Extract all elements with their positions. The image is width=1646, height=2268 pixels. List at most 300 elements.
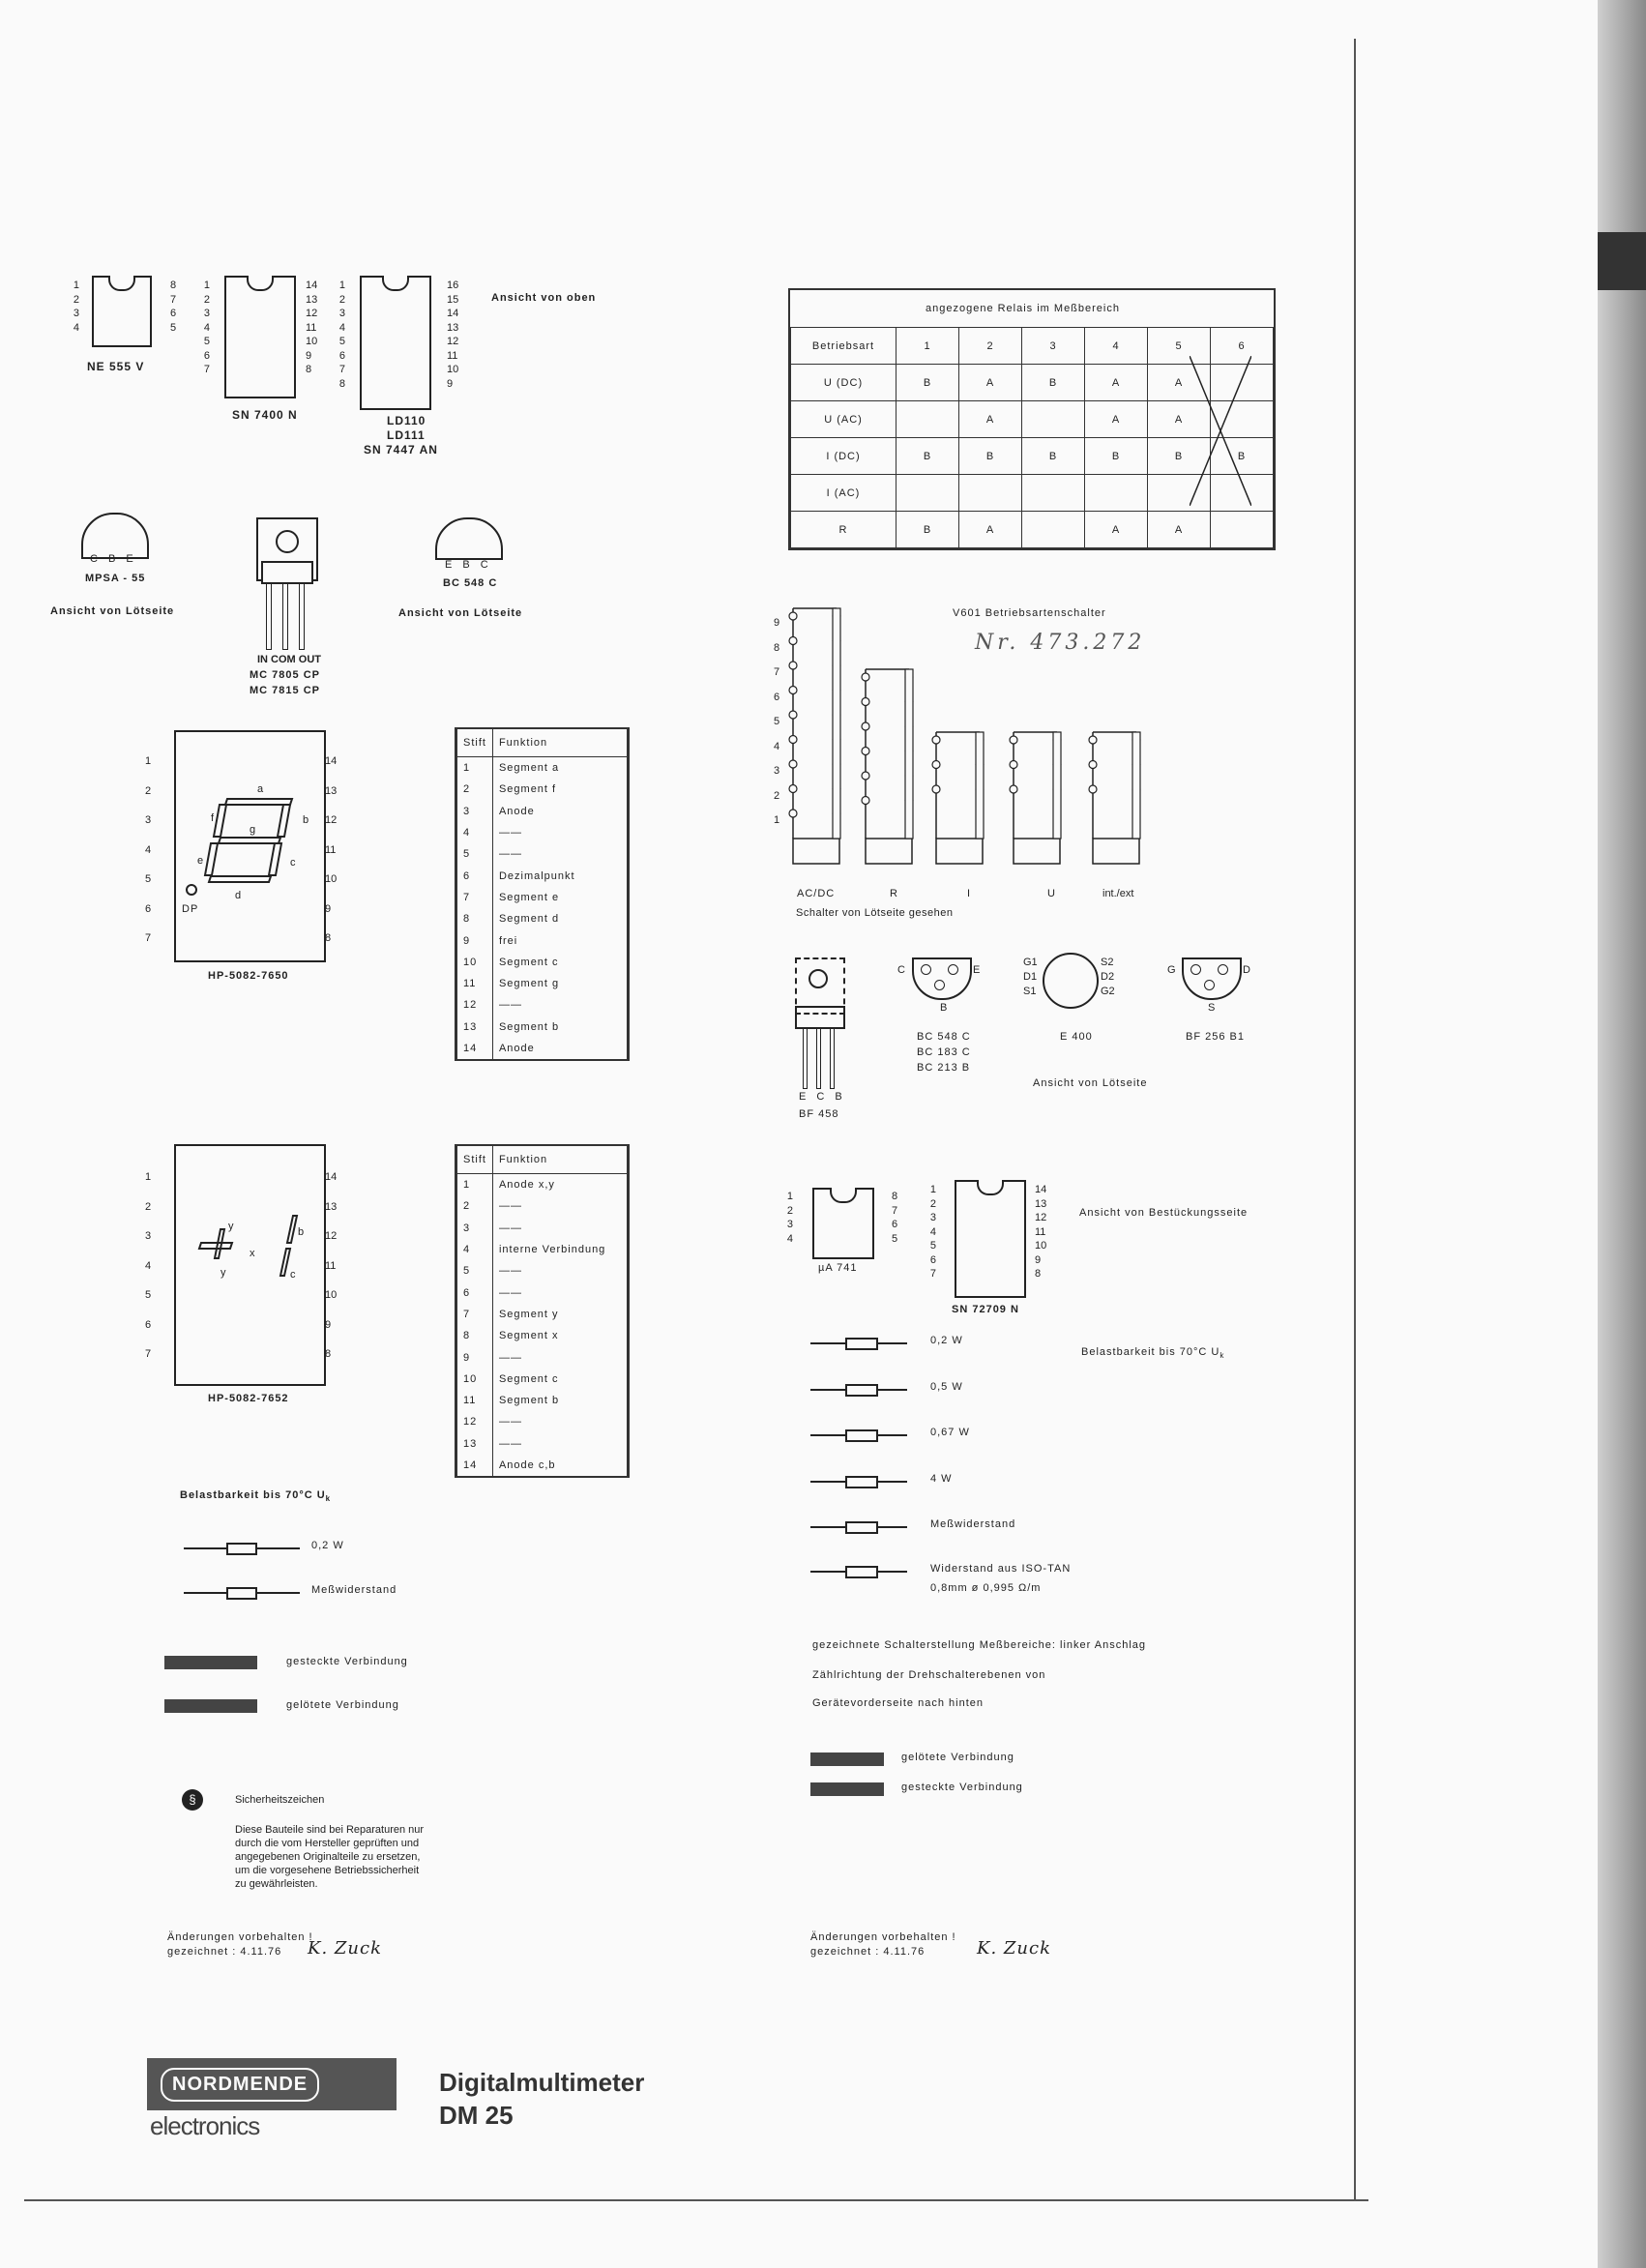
regulator-leg-2 <box>282 582 288 650</box>
function-cell: —— <box>492 822 627 843</box>
relay-cell: A <box>1148 365 1211 401</box>
part-label-3: BC 213 B <box>917 1062 971 1074</box>
switch-contact <box>1010 761 1017 769</box>
switch-contact <box>862 748 869 755</box>
view-label: Ansicht von Lötseite <box>398 607 523 619</box>
pin-cell: 14 <box>457 1455 493 1476</box>
switch-rotor <box>1132 732 1140 839</box>
table-row <box>457 1260 628 1281</box>
table-row <box>457 757 628 780</box>
pin-number: 12 <box>325 814 338 826</box>
relay-cell <box>1022 401 1085 438</box>
switch-contact <box>862 698 869 706</box>
pin-number: 10 <box>325 873 338 885</box>
wafer-label-u: U <box>1047 888 1056 899</box>
segment-c-label: c <box>290 1269 297 1281</box>
pin-number: 4 <box>786 1232 793 1245</box>
pin-cell: 12 <box>457 994 493 1016</box>
table-row <box>457 1195 628 1217</box>
pin-cell: 10 <box>457 1369 493 1390</box>
switch-contact <box>789 612 797 620</box>
header-cell: 2 <box>959 328 1022 365</box>
pin-number: 16 <box>447 280 459 291</box>
pin-number: 5 <box>338 336 345 347</box>
pin-number: 5 <box>774 716 780 727</box>
ic-label-1: LD110 <box>387 414 426 427</box>
part-label-1: MC 7805 CP <box>250 669 320 681</box>
pin-number: 12 <box>1035 1212 1047 1223</box>
pin-number: 11 <box>306 321 317 334</box>
part-label: BF 256 B1 <box>1186 1031 1245 1043</box>
pin: D2 <box>1101 971 1115 983</box>
pin-number: 3 <box>774 765 780 777</box>
pin-cell: 4 <box>457 1239 493 1260</box>
pin-cell: 9 <box>457 929 493 951</box>
pin-number: 1 <box>338 280 345 291</box>
relay-cell: B <box>1148 438 1211 475</box>
pin-number: 6 <box>203 349 210 362</box>
pin-c: C <box>897 964 906 976</box>
function-cell: interne Verbindung <box>492 1239 627 1260</box>
resistor-body <box>845 1338 878 1350</box>
pin-number: 3 <box>203 308 210 319</box>
pin-number: 8 <box>1035 1268 1042 1280</box>
bf458-body <box>795 1006 845 1029</box>
safety-line: um die vorgesehene Betriebssicherheit <box>235 1865 420 1876</box>
header-function: Funktion <box>492 1146 627 1174</box>
function-cell: Segment g <box>492 973 627 994</box>
pin-number: 1 <box>203 280 210 291</box>
pin-number: 10 <box>325 1289 338 1301</box>
function-cell: Segment b <box>492 1016 627 1038</box>
function-cell: Anode <box>492 1038 627 1059</box>
bf458-hole <box>808 969 828 988</box>
segment-d-label: d <box>235 890 243 901</box>
pin-cell: 1 <box>457 1174 493 1196</box>
function-cell: —— <box>492 1260 627 1281</box>
pin: S1 <box>1023 986 1037 997</box>
pin-number: 6 <box>145 902 152 915</box>
function-cell: frei <box>492 929 627 951</box>
display-label: HP-5082-7652 <box>208 1393 289 1404</box>
header-cell: 4 <box>1085 328 1148 365</box>
pin-number: 14 <box>1035 1184 1047 1195</box>
pin-number: 1 <box>774 814 780 826</box>
safety-line: Diese Bauteile sind bei Reparaturen nur <box>235 1824 425 1836</box>
relay-cell <box>1022 512 1085 548</box>
soldered-connection-bar-right <box>810 1753 884 1766</box>
part-label-2: MC 7815 CP <box>250 685 320 696</box>
regulator-hole <box>276 530 299 553</box>
pin-function-table-1 <box>455 727 630 1061</box>
pin-number: 7 <box>170 293 177 306</box>
segment-dp-label: DP <box>182 903 199 915</box>
ic-right-pins <box>1035 1183 1046 1281</box>
pin-number: 4 <box>929 1225 936 1238</box>
relay-cell <box>896 401 959 438</box>
pin-labels: E B C <box>445 559 492 571</box>
table-row <box>457 801 628 822</box>
plugged-connection-bar <box>164 1656 257 1669</box>
table-row <box>457 1411 628 1432</box>
pin: G1 <box>1023 957 1038 968</box>
relay-table-caption: angezogene Relais im Meßbereich <box>926 303 1120 314</box>
relay-cell: B <box>896 365 959 401</box>
header-pin: Stift <box>457 1146 493 1174</box>
pin-number: 1 <box>145 755 152 767</box>
safety-title: Sicherheitszeichen <box>235 1794 325 1806</box>
pin-d: D <box>1243 964 1251 976</box>
pin-number: 13 <box>325 1200 338 1213</box>
part-label-1: BC 548 C <box>917 1031 971 1043</box>
safety-text <box>235 1823 424 1891</box>
pin-number: 2 <box>774 789 780 802</box>
right-margin-line <box>1354 39 1356 2200</box>
function-cell: Segment y <box>492 1304 627 1325</box>
switch-contact <box>1010 736 1017 744</box>
plugged-connection-label-right: gesteckte Verbindung <box>901 1782 1023 1793</box>
pin-cell: 3 <box>457 1218 493 1239</box>
product-name: Digitalmultimeter <box>439 2068 645 2097</box>
view-from-solder-side: Ansicht von Lötseite <box>1033 1077 1148 1089</box>
pin-number: 5 <box>170 321 177 334</box>
pin-number: 13 <box>306 293 318 306</box>
relay-cell: B <box>1211 438 1274 475</box>
relay-cell: B <box>1022 438 1085 475</box>
pin-number: 8 <box>325 932 332 944</box>
load-rating-subscript: k <box>1220 1351 1225 1361</box>
resistor-body <box>845 1566 878 1578</box>
pin-number: 2 <box>145 784 152 797</box>
pin-number: 7 <box>929 1268 936 1280</box>
pin-number: 4 <box>145 843 152 856</box>
switch-contact <box>1089 761 1097 769</box>
table-row <box>457 1390 628 1411</box>
pin-function-table-2 <box>455 1144 630 1478</box>
pin-cell: 6 <box>457 1281 493 1303</box>
pin-cell: 4 <box>457 822 493 843</box>
table-row <box>791 512 1274 548</box>
switch-caption: Schalter von Lötseite gesehen <box>796 907 954 919</box>
relay-cell: I (AC) <box>791 475 896 512</box>
switch-title: V601 Betriebsartenschalter <box>953 607 1106 619</box>
signature-right: K. Zuck <box>977 1938 1051 1959</box>
pin-cell: 7 <box>457 1304 493 1325</box>
switch-contact <box>862 722 869 730</box>
pin-number: 2 <box>203 293 210 306</box>
relay-cell: B <box>1085 438 1148 475</box>
switch-contact <box>789 662 797 669</box>
pin-dot <box>1218 964 1228 975</box>
pin-number: 3 <box>786 1219 793 1230</box>
pin-number: 1 <box>786 1191 793 1202</box>
table-row <box>457 994 628 1016</box>
pin-number: 3 <box>73 308 79 319</box>
pin-number: 14 <box>325 1171 338 1183</box>
resistor-body <box>845 1521 878 1534</box>
table-row <box>457 908 628 929</box>
pin-number: 6 <box>338 349 345 362</box>
pin-number: 1 <box>929 1184 936 1195</box>
resistor-0.2w-label: 0,2 W <box>311 1540 344 1551</box>
display-label: HP-5082-7650 <box>208 970 289 982</box>
regulator-leg-3 <box>299 582 305 650</box>
pin-number: 3 <box>145 1230 152 1242</box>
function-cell: Dezimalpunkt <box>492 865 627 886</box>
ic-body <box>224 276 296 398</box>
table-row <box>457 865 628 886</box>
pin-number: 4 <box>73 321 79 334</box>
ic-left-pins <box>925 1183 936 1281</box>
ic-left-pins <box>334 279 345 391</box>
load-rating-subscript: k <box>325 1494 332 1504</box>
pin-number: 8 <box>325 1348 332 1360</box>
pin-cell: 13 <box>457 1433 493 1455</box>
table-row <box>457 1325 628 1346</box>
to72-outline <box>1043 953 1099 1009</box>
switch-contact <box>862 673 869 681</box>
resistor-body <box>226 1587 257 1600</box>
relay-cell <box>896 475 959 512</box>
bottom-margin-line <box>24 2199 1368 2201</box>
relay-cell: U (AC) <box>791 401 896 438</box>
relay-cell: R <box>791 512 896 548</box>
switch-contact <box>932 736 940 744</box>
segment-y-label-1: y <box>228 1221 235 1232</box>
pin-cell: 11 <box>457 1390 493 1411</box>
part-label: BC 548 C <box>443 577 498 589</box>
pin-number: 9 <box>447 377 454 390</box>
pin-number: 4 <box>203 321 210 334</box>
function-cell: —— <box>492 1195 627 1217</box>
pin-number: 2 <box>145 1200 152 1213</box>
regulator-body <box>261 561 313 584</box>
pin-number: 10 <box>306 336 318 347</box>
pin-number: 10 <box>1035 1240 1047 1252</box>
segment-g-label: g <box>250 824 257 836</box>
plugged-connection-label: gesteckte Verbindung <box>286 1656 408 1667</box>
table-row <box>457 843 628 865</box>
ic-label: SN 72709 N <box>952 1304 1019 1315</box>
ic-right-pins <box>170 279 176 335</box>
pin-number: 7 <box>774 666 780 678</box>
function-cell: Anode x,y <box>492 1174 627 1196</box>
pin: S2 <box>1101 957 1114 968</box>
view-from-top-label: Ansicht von oben <box>491 292 597 304</box>
ic-label-2: LD111 <box>387 428 426 442</box>
pin-number: 9 <box>1035 1253 1042 1266</box>
pin: G2 <box>1101 986 1115 997</box>
pin-number: 3 <box>145 814 152 826</box>
table-row <box>457 1433 628 1455</box>
table-row <box>457 1281 628 1303</box>
pin-number: 13 <box>447 321 459 334</box>
pin-number: 9 <box>306 349 312 362</box>
function-cell: Segment b <box>492 1390 627 1411</box>
to92-outline <box>1182 957 1242 1000</box>
pin-number: 8 <box>170 280 177 291</box>
pin-labels: C B E <box>90 553 137 565</box>
soldered-connection-bar <box>164 1699 257 1713</box>
to92-outline <box>435 517 503 560</box>
load-rating-title-right <box>1081 1346 1224 1360</box>
table-row <box>457 1346 628 1368</box>
switch-wafer <box>936 839 983 864</box>
pin-number: 15 <box>447 293 459 306</box>
pin-labels: IN COM OUT <box>257 654 321 665</box>
relay-cell <box>959 475 1022 512</box>
header-cell: 1 <box>896 328 959 365</box>
wafer-label-i: I <box>967 888 972 899</box>
pin-number: 14 <box>325 755 338 767</box>
seven-segment-glyph <box>184 783 309 909</box>
relay-cell: A <box>1085 512 1148 548</box>
pin-number: 2 <box>786 1204 793 1217</box>
pin-number: 2 <box>929 1197 936 1210</box>
part-label: MPSA - 55 <box>85 573 146 584</box>
soldered-connection-label-right: gelötete Verbindung <box>901 1752 1014 1763</box>
relay-cell: A <box>959 512 1022 548</box>
pin-number: 6 <box>774 691 780 703</box>
bf458-leg <box>830 1027 835 1089</box>
pin-number: 4 <box>145 1259 152 1272</box>
binder-clip <box>1598 232 1646 290</box>
pin-cell: 11 <box>457 973 493 994</box>
relay-cell: B <box>959 438 1022 475</box>
switch-contact <box>862 772 869 780</box>
pin-number: 3 <box>338 308 345 319</box>
pin-cell: 2 <box>457 1195 493 1217</box>
pin-cell: 10 <box>457 952 493 973</box>
bf458-leg <box>816 1027 821 1089</box>
resistor-label: 4 W <box>930 1473 953 1485</box>
ic-body <box>955 1180 1026 1298</box>
pin-number: 12 <box>447 336 459 347</box>
switch-rotor <box>833 608 840 839</box>
pin-cell: 8 <box>457 1325 493 1346</box>
pin-number: 6 <box>929 1253 936 1266</box>
signature: K. Zuck <box>308 1938 382 1959</box>
table <box>456 729 628 1059</box>
pin-number: 8 <box>338 377 345 390</box>
segment-c-label: c <box>290 857 297 869</box>
pin-number: 5 <box>892 1232 898 1245</box>
switch-contact <box>1010 785 1017 793</box>
pin-cell: 14 <box>457 1038 493 1059</box>
relay-cell: U (DC) <box>791 365 896 401</box>
changes-reserved-right: Änderungen vorbehalten ! <box>810 1931 956 1943</box>
pin-number: 7 <box>892 1204 898 1217</box>
switch-wafer <box>1014 839 1060 864</box>
relay-cell: A <box>1085 365 1148 401</box>
part-label: E 400 <box>1060 1031 1093 1043</box>
function-cell: —— <box>492 1411 627 1432</box>
pin-number: 9 <box>325 1318 332 1331</box>
pin-number: 7 <box>145 932 152 944</box>
pin-number: 6 <box>170 308 177 319</box>
table-row <box>457 952 628 973</box>
nordmende-logo: NORDMENDE <box>161 2068 319 2102</box>
pin-number: 1 <box>145 1171 152 1183</box>
load-rating-title <box>180 1489 331 1503</box>
header-cell: 3 <box>1022 328 1085 365</box>
relay-table <box>788 288 1276 550</box>
relay-cell: I (DC) <box>791 438 896 475</box>
switch-wafer <box>793 839 839 864</box>
pin-cell: 6 <box>457 865 493 886</box>
relay-cell: A <box>959 365 1022 401</box>
ic-left-pins <box>198 279 210 377</box>
resistor-label: 0,67 W <box>930 1427 970 1438</box>
pin-number: 11 <box>447 349 458 362</box>
function-cell: —— <box>492 994 627 1016</box>
relay-cell <box>1085 475 1148 512</box>
function-cell: —— <box>492 843 627 865</box>
switch-contact <box>862 797 869 805</box>
table-row <box>457 1239 628 1260</box>
table-row <box>457 1455 628 1476</box>
function-cell: Segment c <box>492 1369 627 1390</box>
pin-labels: E C B <box>799 1091 846 1103</box>
table-row <box>457 1218 628 1239</box>
pin-number: 9 <box>774 617 780 629</box>
relay-cell: A <box>959 401 1022 438</box>
pin-cell: 2 <box>457 779 493 800</box>
plugged-connection-bar-right <box>810 1782 884 1796</box>
pin-number: 13 <box>325 784 338 797</box>
safety-icon: § <box>182 1789 203 1811</box>
switch-contact <box>932 761 940 769</box>
part-label: BF 458 <box>799 1108 839 1120</box>
table-row <box>457 1038 628 1059</box>
function-cell: Segment e <box>492 887 627 908</box>
table-row <box>457 973 628 994</box>
to92-outline <box>912 957 972 1000</box>
pin-number: 2 <box>73 293 79 306</box>
function-cell: —— <box>492 1433 627 1455</box>
function-cell: Segment c <box>492 952 627 973</box>
display-right-pins <box>325 747 337 954</box>
changes-reserved: Änderungen vorbehalten ! <box>167 1931 313 1943</box>
switch-contact <box>789 760 797 768</box>
table-row <box>457 1304 628 1325</box>
ic-label: µA 741 <box>818 1262 858 1274</box>
pin-g: G <box>1167 964 1177 976</box>
function-cell: —— <box>492 1218 627 1239</box>
pin-dot <box>1190 964 1201 975</box>
pin-cell: 13 <box>457 1016 493 1038</box>
wafer-label-int-ext: int./ext <box>1102 888 1134 899</box>
pin: D1 <box>1023 971 1038 983</box>
shunt-label: Meßwiderstand <box>311 1584 397 1596</box>
pin-number: 7 <box>203 364 210 375</box>
table-row <box>457 1016 628 1038</box>
note-counting-direction: Zählrichtung der Drehschalterebenen von <box>812 1669 1046 1681</box>
switch-wafer <box>1093 839 1139 864</box>
pin-s: S <box>1208 1002 1217 1014</box>
bf458-leg <box>803 1027 808 1089</box>
pin-number: 7 <box>145 1348 152 1360</box>
load-rating-text: Belastbarkeit bis 70°C U <box>1081 1346 1220 1358</box>
segment-x-label: x <box>250 1248 256 1259</box>
segment-e-label: e <box>197 855 205 867</box>
function-cell: Segment x <box>492 1325 627 1346</box>
switch-contact <box>789 711 797 719</box>
pin-number: 5 <box>203 336 210 347</box>
switch-rotor <box>905 669 913 839</box>
switch-rotor <box>1053 732 1061 839</box>
pin-cell: 8 <box>457 908 493 929</box>
